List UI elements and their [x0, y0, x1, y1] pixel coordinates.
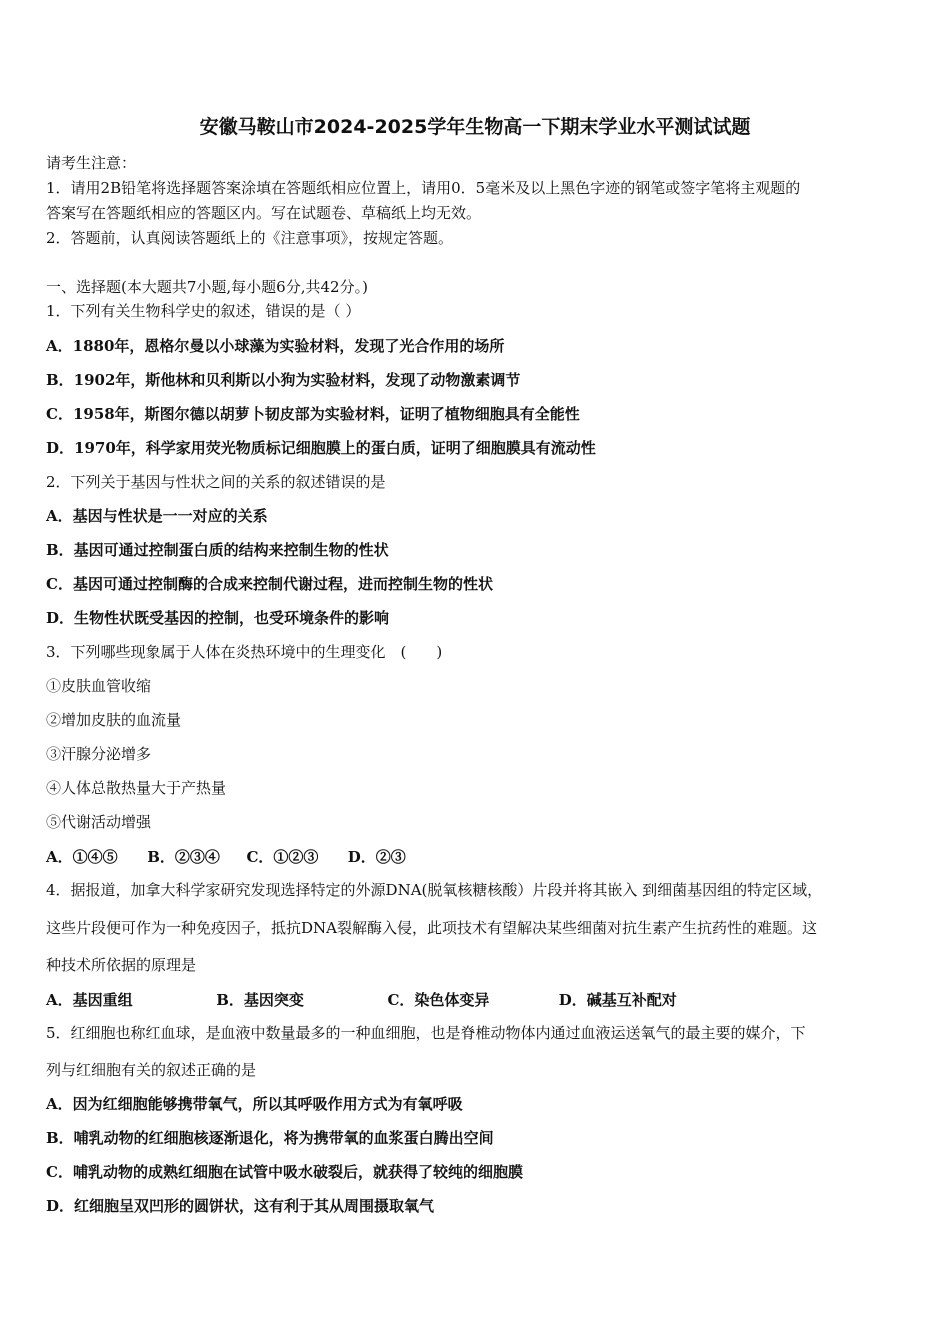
notice-item: 2．答题前，认真阅读答题纸上的《注意事项》，按规定答题。 — [46, 229, 454, 247]
list-item: ③汗腺分泌增多 — [46, 745, 152, 763]
notice-item: 答案写在答题纸相应的答题区内。写在试题卷、草稿纸上均无效。 — [46, 204, 482, 222]
question-stem-line: 4．据报道，加拿大科学家研究发现选择特定的外源DNA(脱氧核糖核酸）片段并将其嵌入 到细菌基因组的特定区域， — [46, 881, 823, 899]
option-row — [46, 989, 699, 1010]
option: A．基因重组 — [46, 991, 133, 1009]
option: A．①④⑤ — [46, 848, 118, 866]
notice-item: 1．请用2B铅笔将选择题答案涂填在答题纸相应位置上，请用0．5毫米及以上黑色字迹的钢笔或签字笔将主观题的 — [46, 179, 801, 197]
question-stem: 2．下列关于基因与性状之间的关系的叙述错误的是 — [46, 473, 386, 491]
option: A．因为红细胞能够携带氧气，所以其呼吸作用方式为有氧呼吸 — [46, 1095, 463, 1113]
notice-heading: 请考生注意： — [46, 154, 137, 172]
list-item: ①皮肤血管收缩 — [46, 677, 152, 695]
option: B．1902年，斯他林和贝利斯以小狗为实验材料，发现了动物激素调节 — [46, 371, 521, 389]
option: B．基因突变 — [216, 991, 304, 1009]
option: C．基因可通过控制酶的合成来控制代谢过程，进而控制生物的性状 — [46, 575, 493, 593]
option: B．基因可通过控制蛋白质的结构来控制生物的性状 — [46, 541, 389, 559]
option: C．①②③ — [246, 848, 319, 866]
option: D．红细胞呈双凹形的圆饼状，这有利于其从周围摄取氧气 — [46, 1197, 435, 1215]
option: D．1970年，科学家用荧光物质标记细胞膜上的蛋白质，证明了细胞膜具有流动性 — [46, 439, 596, 457]
question-stem-line: 5．红细胞也称红血球，是血液中数量最多的一种血细胞，也是脊椎动物体内通过血液运送氧气的最主要的媒介，下 — [46, 1024, 806, 1042]
list-item: ②增加皮肤的血流量 — [46, 711, 182, 729]
option-row — [46, 846, 428, 867]
question-stem-line: 这些片段便可作为一种免疫因子，抵抗DNA裂解酶入侵，此项技术有望解决某些细菌对抗生素产生抗药性的难题。这 — [46, 919, 817, 937]
question-stem: 3．下列哪些现象属于人体在炎热环境中的生理变化 ( ) — [46, 643, 443, 661]
option: D．生物性状既受基因的控制，也受环境条件的影响 — [46, 609, 390, 627]
list-item: ④人体总散热量大于产热量 — [46, 779, 227, 797]
option: D．碱基互补配对 — [558, 991, 677, 1009]
option: C．哺乳动物的成熟红细胞在试管中吸水破裂后，就获得了较纯的细胞膜 — [46, 1163, 523, 1181]
question-stem-line: 种技术所依据的原理是 — [46, 956, 197, 974]
question-stem: 1．下列有关生物科学史的叙述，错误的是（ ） — [46, 302, 361, 320]
page-title: 安徽马鞍山市2024-2025学年生物高一下期末学业水平测试试题 — [199, 116, 751, 138]
option: B．②③④ — [147, 848, 220, 866]
section-heading: 一、选择题(本大题共7小题,每小题6分,共42分。) — [46, 278, 368, 296]
option: B．哺乳动物的红细胞核逐渐退化，将为携带氧的血浆蛋白腾出空间 — [46, 1129, 494, 1147]
option: A．基因与性状是一一对应的关系 — [46, 507, 268, 525]
option: D．②③ — [347, 848, 406, 866]
option: C．染色体变异 — [387, 991, 490, 1009]
list-item: ⑤代谢活动增强 — [46, 813, 152, 831]
option: C．1958年，斯图尔德以胡萝卜韧皮部为实验材料，证明了植物细胞具有全能性 — [46, 405, 580, 423]
question-stem-line: 列与红细胞有关的叙述正确的是 — [46, 1061, 257, 1079]
option: A．1880年，恩格尔曼以小球藻为实验材料，发现了光合作用的场所 — [46, 337, 505, 355]
